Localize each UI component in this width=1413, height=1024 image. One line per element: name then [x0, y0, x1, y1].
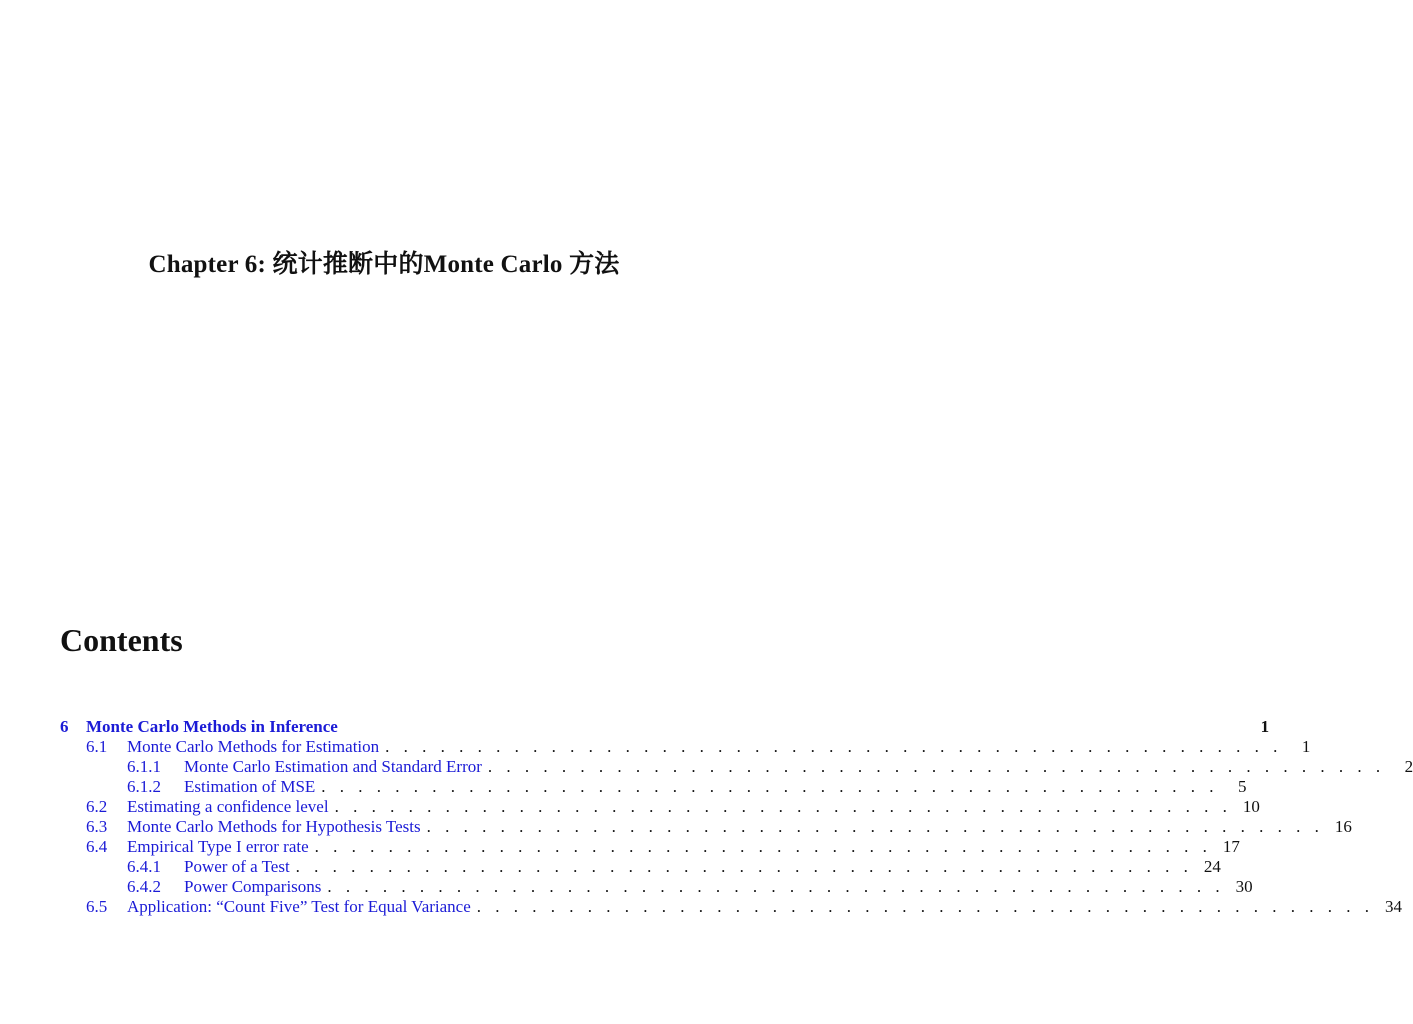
toc-entry-title[interactable]: Application: “Count Five” Test for Equal Variance — [127, 897, 471, 916]
toc-entry-number: 6 — [60, 717, 69, 736]
toc-leader-dots: . . . . . . . . . . . . . . . . . . . . . . . . . . . . . . . . . . . . . . . . . . . . . . . . . — [321, 777, 1219, 796]
contents-heading: Contents — [60, 622, 183, 658]
toc-entry-6-1-2[interactable] — [60, 777, 1247, 797]
toc-entry-title[interactable]: Monte Carlo Methods for Hypothesis Tests — [127, 817, 421, 836]
toc-entry-page[interactable]: 34 — [1385, 897, 1403, 916]
toc-entry-title[interactable]: Power Comparisons — [184, 877, 322, 896]
toc-entry-number: 6.1 — [86, 737, 108, 756]
toc-entry-page[interactable]: 5 — [1238, 777, 1247, 796]
toc-entry-number: 6.5 — [86, 897, 108, 916]
toc-entry-title[interactable]: Estimating a confidence level — [127, 797, 329, 816]
toc-entry-number: 6.4 — [86, 837, 108, 856]
toc-entry-page[interactable]: 16 — [1334, 817, 1352, 836]
toc-entry-number: 6.4.2 — [127, 877, 161, 896]
toc-entry-title[interactable]: Monte Carlo Estimation and Standard Error — [184, 757, 482, 776]
toc-leader-dots: . . . . . . . . . . . . . . . . . . . . . . . . . . . . . . . . . . . . . . . . . . . . . . . . . — [426, 817, 1324, 836]
toc-leader-dots: . . . . . . . . . . . . . . . . . . . . . . . . . . . . . . . . . . . . . . . . . . . . . . . . . — [476, 897, 1375, 916]
toc-leader-dots: . . . . . . . . . . . . . . . . . . . . . . . . . . . . . . . . . . . . . . . . . . . . . . . . . — [327, 877, 1225, 896]
toc-entry-number: 6.2 — [86, 797, 108, 816]
toc-entry-6-4-1[interactable] — [60, 857, 1221, 877]
toc-entry-page[interactable]: 1 — [1260, 717, 1270, 736]
toc-entry-page[interactable]: 30 — [1235, 877, 1253, 896]
toc-entry-page[interactable]: 2 — [1404, 757, 1413, 776]
toc-entry-title[interactable]: Monte Carlo Methods in Inference — [86, 717, 338, 736]
toc-entry-page[interactable]: 17 — [1222, 837, 1240, 856]
toc-leader-dots — [344, 717, 1241, 737]
toc-entry-number: 6.3 — [86, 817, 108, 836]
toc-entry-6-2[interactable] — [60, 797, 1260, 817]
table-of-contents — [60, 717, 1413, 917]
toc-entry-6-4[interactable] — [60, 837, 1240, 857]
toc-entry-number: 6.1.1 — [127, 757, 161, 776]
toc-leader-dots: . . . . . . . . . . . . . . . . . . . . . . . . . . . . . . . . . . . . . . . . . . . . . . . . . — [314, 837, 1212, 856]
chapter-title: Chapter 6: 统计推断中的Monte Carlo 方法 — [148, 251, 620, 278]
toc-entry-title[interactable]: Monte Carlo Methods for Estimation — [127, 737, 380, 756]
toc-entry-6-5[interactable] — [60, 897, 1403, 917]
toc-entry-6-4-2[interactable] — [60, 877, 1253, 897]
toc-entry-6-3[interactable] — [60, 817, 1352, 837]
toc-entry-6-1[interactable] — [60, 737, 1311, 757]
toc-leader-dots: . . . . . . . . . . . . . . . . . . . . . . . . . . . . . . . . . . . . . . . . . . . . . . . . . — [385, 737, 1283, 756]
toc-entry-title[interactable]: Power of a Test — [184, 857, 290, 876]
toc-entry-number: 6.1.2 — [127, 777, 161, 796]
toc-leader-dots: . . . . . . . . . . . . . . . . . . . . . . . . . . . . . . . . . . . . . . . . . . . . . . . . . — [295, 857, 1193, 876]
toc-leader-dots: . . . . . . . . . . . . . . . . . . . . . . . . . . . . . . . . . . . . . . . . . . . . . . . . . — [334, 797, 1232, 816]
toc-entry-6[interactable] — [60, 717, 1270, 737]
toc-entry-title[interactable]: Estimation of MSE — [184, 777, 316, 796]
toc-leader-dots: . . . . . . . . . . . . . . . . . . . . . . . . . . . . . . . . . . . . . . . . . . . . . . . . . — [487, 757, 1386, 776]
toc-entry-title[interactable]: Empirical Type I error rate — [127, 837, 309, 856]
toc-entry-6-1-1[interactable] — [60, 757, 1413, 777]
toc-entry-page[interactable]: 10 — [1242, 797, 1260, 816]
toc-entry-page[interactable]: 24 — [1203, 857, 1221, 876]
toc-entry-page[interactable]: 1 — [1301, 737, 1311, 756]
toc-entry-number: 6.4.1 — [127, 857, 161, 876]
